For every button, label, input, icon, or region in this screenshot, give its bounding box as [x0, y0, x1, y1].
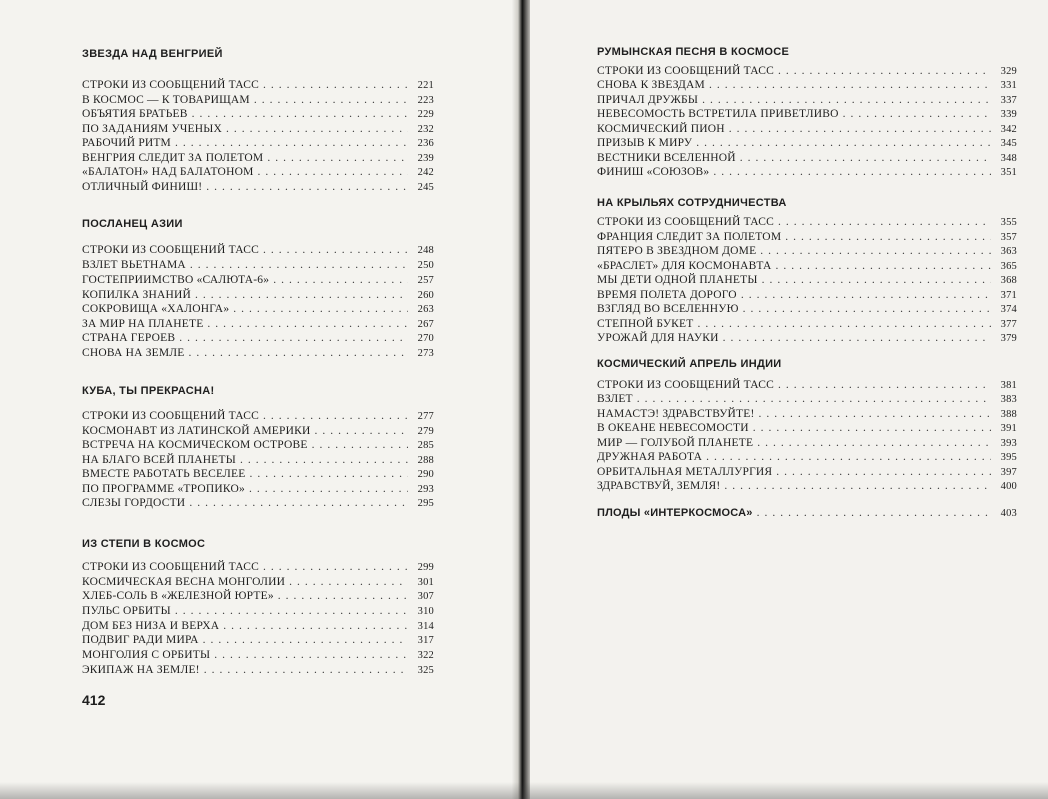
dot-leader [753, 422, 991, 434]
entry-page: 381 [1000, 380, 1017, 391]
dot-leader [713, 166, 991, 178]
toc-entry [82, 590, 434, 605]
entry-page: 393 [1000, 438, 1017, 449]
entry-page: 301 [417, 577, 434, 588]
dot-leader [254, 94, 408, 106]
dot-leader [778, 379, 991, 391]
section-title: РУМЫНСКАЯ ПЕСНЯ В КОСМОСЕ [597, 46, 790, 58]
entry-page: 239 [417, 153, 434, 164]
entry-title: ГОСТЕПРИИМСТВО «САЛЮТА-6» [82, 274, 270, 286]
entry-page: 223 [417, 95, 434, 106]
dot-leader [233, 303, 408, 315]
entry-title: ЭКИПАЖ НА ЗЕМЛЕ! [82, 664, 200, 676]
entry-page: 245 [417, 182, 434, 193]
toc-entry [597, 408, 1017, 423]
entry-title: НА БЛАГО ВСЕЙ ПЛАНЕТЫ [82, 454, 236, 466]
entry-page: 317 [417, 635, 434, 646]
toc-entry [82, 410, 434, 425]
entry-page: 270 [417, 333, 434, 344]
toc-entry-final [597, 507, 1017, 522]
dot-leader [263, 79, 408, 91]
toc-entry [597, 137, 1017, 152]
entry-title: СНОВА К ЗВЕЗДАМ [597, 79, 705, 91]
entry-page: 277 [417, 411, 434, 422]
entry-title: СТРОКИ ИЗ СООБЩЕНИЙ ТАСС [82, 561, 259, 573]
toc-entry [597, 260, 1017, 275]
entry-title: В ОКЕАНЕ НЕВЕСОМОСТИ [597, 422, 749, 434]
entry-page: 293 [417, 484, 434, 495]
entry-page: 273 [417, 348, 434, 359]
toc-entry [597, 245, 1017, 260]
dot-leader [741, 289, 991, 301]
entry-title: В КОСМОС — К ТОВАРИЩАМ [82, 94, 250, 106]
dot-leader [762, 274, 991, 286]
toc-entry [597, 108, 1017, 123]
entry-title: ВЕНГРИЯ СЛЕДИТ ЗА ПОЛЕТОМ [82, 152, 264, 164]
entry-title: ВМЕСТЕ РАБОТАТЬ ВЕСЕЛЕЕ [82, 468, 246, 480]
entry-page: 325 [417, 665, 434, 676]
entry-page: 288 [417, 455, 434, 466]
entry-title: ФИНИШ «СОЮЗОВ» [597, 166, 710, 178]
toc-entry [597, 379, 1017, 394]
entry-title: ДОМ БЕЗ НИЗА И ВЕРХА [82, 620, 220, 632]
entry-page: 395 [1000, 452, 1017, 463]
entry-title: «БРАСЛЕТ» ДЛЯ КОСМОНАВТА [597, 260, 772, 272]
toc-entry [597, 480, 1017, 495]
entry-title: ВЗЛЕТ [597, 393, 633, 405]
entry-title: ХЛЕБ-СОЛЬ В «ЖЕЛЕЗНОЙ ЮРТЕ» [82, 590, 274, 602]
toc-entry [82, 454, 434, 469]
entry-title: КОПИЛКА ЗНАНИЙ [82, 289, 192, 301]
toc-entry [82, 425, 434, 440]
toc-entry [597, 274, 1017, 289]
toc-entry [82, 439, 434, 454]
entry-title: НЕВЕСОМОСТЬ ВСТРЕТИЛА ПРИВЕТЛИВО [597, 108, 839, 120]
entry-page: 391 [1000, 423, 1017, 434]
entry-title: КОСМОНАВТ ИЗ ЛАТИНСКОЙ АМЕРИКИ [82, 425, 311, 437]
entry-title: СТРАНА ГЕРОЕВ [82, 332, 176, 344]
dot-leader [226, 123, 408, 135]
entry-page: 377 [1000, 319, 1017, 330]
dot-leader [263, 561, 408, 573]
toc-entry [597, 231, 1017, 246]
dot-leader [706, 451, 991, 463]
toc-entry [597, 216, 1017, 231]
dot-leader [843, 108, 991, 120]
toc-entry [82, 347, 434, 362]
toc-entry [597, 437, 1017, 452]
toc-entry [597, 393, 1017, 408]
entry-page: 232 [417, 124, 434, 135]
entry-title: СТРОКИ ИЗ СООБЩЕНИЙ ТАСС [597, 65, 774, 77]
entry-page: 221 [417, 80, 434, 91]
entry-title: ОТЛИЧНЫЙ ФИНИШ! [82, 181, 203, 193]
dot-leader [273, 274, 408, 286]
entry-title: СТРОКИ ИЗ СООБЩЕНИЙ ТАСС [597, 216, 774, 228]
toc-entry [82, 259, 434, 274]
dot-leader [776, 466, 991, 478]
book-gutter [512, 0, 532, 799]
dot-leader [207, 318, 408, 330]
toc-entry [597, 94, 1017, 109]
toc-entry [597, 123, 1017, 138]
toc-entry [82, 649, 434, 664]
entry-page: 348 [1000, 153, 1017, 164]
entry-title: МЫ ДЕТИ ОДНОЙ ПЛАНЕТЫ [597, 274, 758, 286]
entry-title: СТРОКИ ИЗ СООБЩЕНИЙ ТАСС [82, 244, 259, 256]
dot-leader [775, 260, 991, 272]
dot-leader [702, 94, 991, 106]
entry-page: 290 [417, 469, 434, 480]
entry-title: КОСМИЧЕСКАЯ ВЕСНА МОНГОЛИИ [82, 576, 286, 588]
entry-title: «БАЛАТОН» НАД БАЛАТОНОМ [82, 166, 254, 178]
entry-page: 299 [417, 562, 434, 573]
toc-entry [82, 318, 434, 333]
entry-page: 371 [1000, 290, 1017, 301]
dot-leader [757, 437, 991, 449]
dot-leader [250, 468, 408, 480]
entry-page: 357 [1000, 232, 1017, 243]
dot-leader [203, 634, 408, 646]
toc-entry [597, 152, 1017, 167]
dot-leader [189, 497, 408, 509]
dot-leader [175, 605, 408, 617]
dot-leader [258, 166, 408, 178]
entry-page: 403 [1000, 508, 1017, 519]
entry-title: ПО ЗАДАНИЯМ УЧЕНЫХ [82, 123, 222, 135]
entry-page: 229 [417, 109, 434, 120]
entry-title: ПЛОДЫ «ИНТЕРКОСМОСА» [597, 507, 753, 519]
toc-entry [82, 166, 434, 181]
entry-title: ПУЛЬС ОРБИТЫ [82, 605, 171, 617]
entry-title: СТРОКИ ИЗ СООБЩЕНИЙ ТАСС [82, 79, 259, 91]
toc-entry [82, 289, 434, 304]
entry-page: 295 [417, 498, 434, 509]
dot-leader [637, 393, 991, 405]
entry-title: ВЗЛЕТ ВЬЕТНАМА [82, 259, 186, 271]
toc-entry [597, 451, 1017, 466]
entry-page: 329 [1000, 66, 1017, 77]
entry-title: НАМАСТЭ! ЗДРАВСТВУЙТЕ! [597, 408, 755, 420]
section-title: ПОСЛАНЕЦ АЗИИ [82, 218, 183, 230]
entry-title: ОРБИТАЛЬНАЯ МЕТАЛЛУРГИЯ [597, 466, 773, 478]
entry-title: МОНГОЛИЯ С ОРБИТЫ [82, 649, 211, 661]
entry-page: 267 [417, 319, 434, 330]
entry-page: 365 [1000, 261, 1017, 272]
entry-title: ВЗГЛЯД ВО ВСЕЛЕННУЮ [597, 303, 739, 315]
toc-entry [82, 137, 434, 152]
entry-page: 236 [417, 138, 434, 149]
section-title: НА КРЫЛЬЯХ СОТРУДНИЧЕСТВА [597, 197, 787, 209]
entry-page: 397 [1000, 467, 1017, 478]
entry-page: 285 [417, 440, 434, 451]
toc-entry [82, 664, 434, 679]
section-title: ЗВЕЗДА НАД ВЕНГРИЕЙ [82, 48, 223, 60]
entry-title: ПРИЧАЛ ДРУЖБЫ [597, 94, 699, 106]
entry-title: СТЕПНОЙ БУКЕТ [597, 318, 694, 330]
entry-title: ВЕСТНИКИ ВСЕЛЕННОЙ [597, 152, 736, 164]
dot-leader [778, 65, 991, 77]
entry-page: 310 [417, 606, 434, 617]
page-number: 412 [82, 692, 106, 708]
entry-page: 355 [1000, 217, 1017, 228]
dot-leader [278, 590, 408, 602]
toc-entry [82, 468, 434, 483]
dot-leader [696, 137, 991, 149]
entry-title: ЗДРАВСТВУЙ, ЗЕМЛЯ! [597, 480, 721, 492]
dot-leader [267, 152, 408, 164]
entry-page: 257 [417, 275, 434, 286]
dot-leader [289, 576, 408, 588]
entry-title: ВСТРЕЧА НА КОСМИЧЕСКОМ ОСТРОВЕ [82, 439, 308, 451]
toc-entry [597, 466, 1017, 481]
dot-leader [760, 245, 991, 257]
entry-page: 250 [417, 260, 434, 271]
toc-entry [82, 605, 434, 620]
entry-page: 260 [417, 290, 434, 301]
dot-leader [192, 108, 408, 120]
entry-title: МИР — ГОЛУБОЙ ПЛАНЕТЕ [597, 437, 754, 449]
toc-entry [82, 561, 434, 576]
dot-leader [195, 289, 408, 301]
entry-page: 314 [417, 621, 434, 632]
toc-entry [82, 303, 434, 318]
entry-title: РАБОЧИЙ РИТМ [82, 137, 171, 149]
entry-title: ПО ПРОГРАММЕ «ТРОПИКО» [82, 483, 245, 495]
scan-bottom-shadow [0, 782, 1048, 799]
dot-leader [723, 332, 991, 344]
entry-page: 337 [1000, 95, 1017, 106]
section-title: ИЗ СТЕПИ В КОСМОС [82, 538, 206, 550]
entry-page: 388 [1000, 409, 1017, 420]
dot-leader [263, 410, 408, 422]
toc-entry [597, 166, 1017, 181]
entry-title: СТРОКИ ИЗ СООБЩЕНИЙ ТАСС [597, 379, 774, 391]
toc-entry [597, 318, 1017, 333]
dot-leader [740, 152, 991, 164]
entry-page: 279 [417, 426, 434, 437]
toc-entry [82, 274, 434, 289]
entry-title: ДРУЖНАЯ РАБОТА [597, 451, 703, 463]
dot-leader [214, 649, 408, 661]
dot-leader [263, 244, 408, 256]
dot-leader [697, 318, 991, 330]
entry-title: ОБЪЯТИЯ БРАТЬЕВ [82, 108, 188, 120]
toc-entry [597, 289, 1017, 304]
entry-page: 379 [1000, 333, 1017, 344]
entry-page: 263 [417, 304, 434, 315]
dot-leader [240, 454, 408, 466]
entry-title: СОКРОВИЩА «ХАЛОНГА» [82, 303, 230, 315]
toc-entry [82, 483, 434, 498]
left-page [0, 0, 514, 799]
entry-title: УРОЖАЙ ДЛЯ НАУКИ [597, 332, 719, 344]
dot-leader [179, 332, 408, 344]
entry-page: 383 [1000, 394, 1017, 405]
entry-page: 307 [417, 591, 434, 602]
entry-page: 339 [1000, 109, 1017, 120]
entry-page: 363 [1000, 246, 1017, 257]
entry-title: КОСМИЧЕСКИЙ ПИОН [597, 123, 725, 135]
toc-entry [597, 332, 1017, 347]
toc-entry [597, 65, 1017, 80]
entry-title: ПЯТЕРО В ЗВЕЗДНОМ ДОМЕ [597, 245, 757, 257]
toc-entry [597, 79, 1017, 94]
toc-entry [82, 497, 434, 512]
toc-entry [597, 422, 1017, 437]
entry-page: 351 [1000, 167, 1017, 178]
dot-leader [724, 480, 991, 492]
entry-page: 400 [1000, 481, 1017, 492]
entry-page: 342 [1000, 124, 1017, 135]
entry-page: 331 [1000, 80, 1017, 91]
entry-title: СТРОКИ ИЗ СООБЩЕНИЙ ТАСС [82, 410, 259, 422]
section-title: КУБА, ТЫ ПРЕКРАСНА! [82, 385, 215, 397]
entry-title: СНОВА НА ЗЕМЛЕ [82, 347, 185, 359]
toc-entry [82, 123, 434, 138]
entry-page: 345 [1000, 138, 1017, 149]
entry-page: 368 [1000, 275, 1017, 286]
toc-entry [82, 108, 434, 123]
entry-page: 248 [417, 245, 434, 256]
toc-entry [82, 94, 434, 109]
dot-leader [190, 259, 408, 271]
toc-entry [82, 634, 434, 649]
entry-title: СЛЕЗЫ ГОРДОСТИ [82, 497, 186, 509]
dot-leader [204, 664, 408, 676]
dot-leader [759, 408, 991, 420]
entry-title: ВРЕМЯ ПОЛЕТА ДОРОГО [597, 289, 737, 301]
toc-entry [82, 620, 434, 635]
toc-entry [82, 332, 434, 347]
dot-leader [709, 79, 991, 91]
entry-page: 242 [417, 167, 434, 178]
dot-leader [729, 123, 991, 135]
dot-leader [206, 181, 408, 193]
section-title: КОСМИЧЕСКИЙ АПРЕЛЬ ИНДИИ [597, 358, 782, 370]
toc-entry [82, 79, 434, 94]
toc-entry [82, 576, 434, 591]
dot-leader [743, 303, 991, 315]
right-page [530, 0, 1048, 799]
entry-title: ПОДВИГ РАДИ МИРА [82, 634, 199, 646]
entry-page: 322 [417, 650, 434, 661]
dot-leader [778, 216, 991, 228]
toc-entry [82, 152, 434, 167]
dot-leader [223, 620, 408, 632]
entry-title: ЗА МИР НА ПЛАНЕТЕ [82, 318, 204, 330]
entry-title: ФРАНЦИЯ СЛЕДИТ ЗА ПОЛЕТОМ [597, 231, 782, 243]
entry-title: ПРИЗЫВ К МИРУ [597, 137, 693, 149]
dot-leader [757, 507, 991, 519]
toc-entry [82, 244, 434, 259]
dot-leader [312, 439, 408, 451]
entry-page: 374 [1000, 304, 1017, 315]
toc-entry [597, 303, 1017, 318]
dot-leader [249, 483, 408, 495]
dot-leader [189, 347, 408, 359]
dot-leader [315, 425, 409, 437]
toc-entry [82, 181, 434, 196]
dot-leader [785, 231, 991, 243]
dot-leader [175, 137, 408, 149]
